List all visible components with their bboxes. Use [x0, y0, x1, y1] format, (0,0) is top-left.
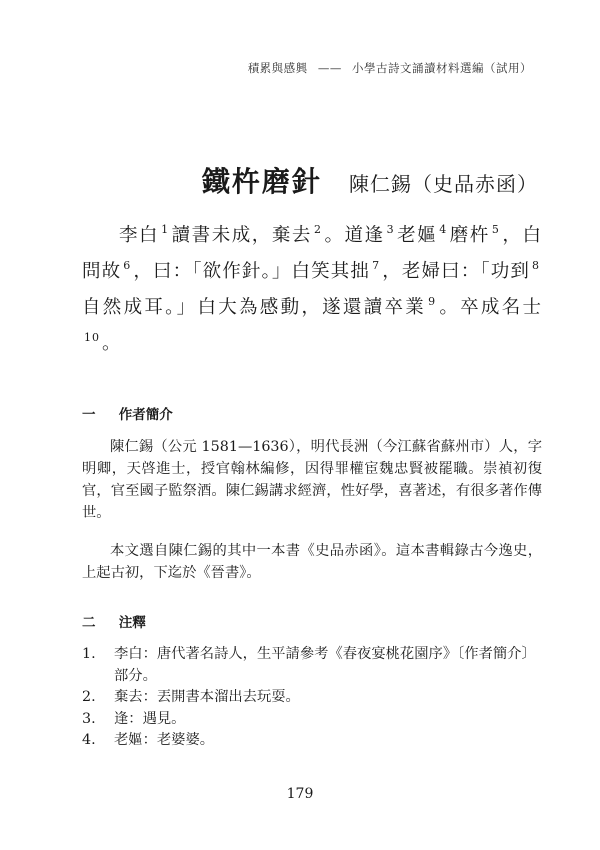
section-title: 注釋: [118, 615, 146, 631]
running-head-book-title: 積累與感興: [247, 61, 308, 75]
main-text-segment: 磨杵: [449, 225, 490, 246]
footnote-marker: 2: [313, 223, 322, 236]
footnote-marker: 3: [386, 223, 395, 236]
note-item: [82, 709, 542, 731]
main-text-segment: 。道逢: [323, 225, 385, 246]
section-heading-notes: [82, 611, 146, 631]
notes-list: [82, 644, 542, 752]
section-number: 二: [82, 615, 96, 631]
footnote-marker: 7: [372, 259, 381, 272]
main-text-segment: 。: [102, 333, 122, 354]
note-text: 逢：遇見。: [114, 710, 186, 727]
footnote-marker: 5: [491, 223, 500, 236]
note-number: 1.: [82, 646, 96, 662]
section-heading-author: [82, 403, 173, 423]
note-text: 棄去：丟開書本溜出去玩耍。: [114, 689, 300, 705]
note-number: 3.: [82, 710, 96, 727]
footnote-marker: 10: [84, 331, 100, 344]
main-text-segment: ，白問故: [82, 225, 542, 282]
text-title: 鐵杵磨針: [201, 165, 322, 198]
main-text-segment: ，老婦曰：「功到: [382, 261, 530, 282]
running-head: [248, 60, 532, 76]
source-paragraph: 本文選自陳仁錫的其中一本書《史品赤函》。這本書輯錄古今逸史，上起古初，下迄於《晉書》。: [82, 543, 542, 581]
note-item: [82, 644, 542, 687]
main-text-segment: 老嫗: [396, 225, 438, 246]
main-text: [82, 218, 542, 362]
running-head-series-title: 小學古詩文誦讀材料選編（試用）: [352, 61, 532, 75]
footnote-marker: 6: [123, 259, 132, 272]
main-text-segment: 。卒成名士: [438, 297, 542, 318]
note-number: 4.: [82, 732, 96, 748]
section-title: 作者簡介: [118, 407, 173, 423]
text-author: 陳仁錫（史品赤函）: [349, 172, 538, 196]
author-bio-paragraph: 陳仁錫（公元 1581—1636），明代長洲（今江蘇省蘇州市）人，字明卿，天啓進士，授官翰林編修，因得罪權宦魏忠賢被罷職。崇禎初復官，官至國子監祭酒。陳仁錫講求經濟，性好學，喜著述，有很多著作傳世。: [82, 439, 542, 521]
main-text-segment: ，曰：「欲作針。」白笑其拙: [133, 261, 371, 282]
footnote-marker: 1: [161, 223, 170, 236]
note-item: [82, 687, 542, 709]
note-number: 2.: [82, 689, 96, 705]
main-text-segment: 李白: [119, 225, 160, 246]
note-item: [82, 730, 542, 752]
note-text: 老嫗：老婆婆。: [114, 732, 215, 748]
footnote-marker: 9: [428, 295, 437, 308]
section-number: 一: [82, 407, 96, 423]
footnote-marker: 4: [439, 223, 448, 236]
page-number: 179: [286, 786, 314, 802]
main-text-segment: 讀書未成，棄去: [171, 225, 312, 246]
main-text-segment: 自然成耳。」白大為感動，遂還讀卒業: [82, 297, 427, 318]
title-block: [202, 160, 538, 200]
note-text: 李白：唐代著名詩人，生平請參考《春夜宴桃花園序》〔作者簡介〕部分。: [114, 646, 536, 684]
running-head-dash: ——: [317, 61, 342, 75]
footnote-marker: 8: [531, 259, 540, 272]
